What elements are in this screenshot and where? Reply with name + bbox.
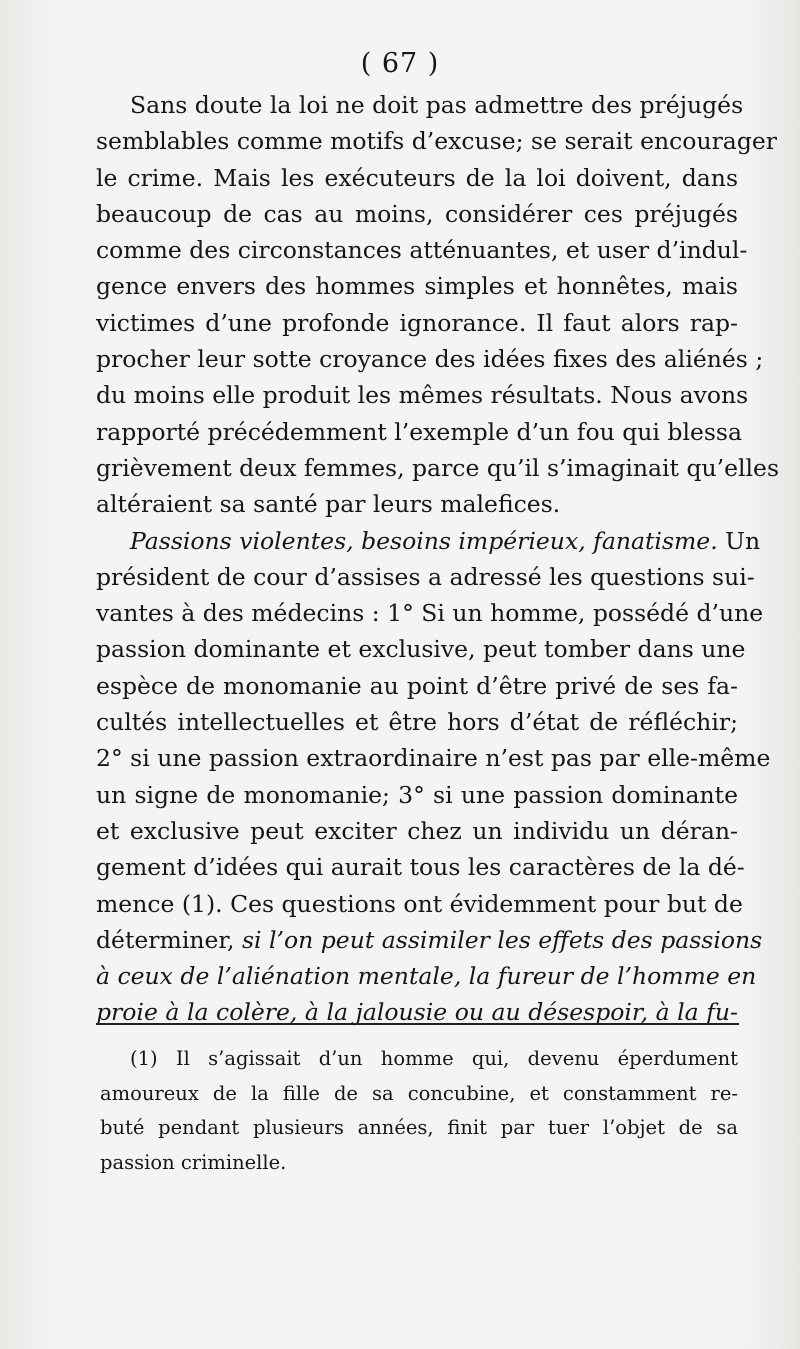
text-line: passion dominante et exclusive, peut tomber dans une (96, 635, 746, 664)
italic-text-line: à ceux de l’aliénation mentale, la fureur de l’homme en (96, 962, 757, 991)
text-line: du moins elle produit les mêmes résultats. Nous avons (96, 381, 749, 410)
footnote-divider (96, 1023, 739, 1025)
text-line: vantes à des médecins : 1° Si un homme, possédé d’une (96, 599, 764, 628)
text-line: et exclusive peut exciter chez un individu un déran- (96, 816, 738, 845)
section-heading-italic: Passions violentes, besoins impérieux, fanatisme. (130, 526, 718, 555)
footnote-line: passion criminelle. (100, 1150, 287, 1174)
text-line: 2° si une passion extraordinaire n’est pas par elle-même (96, 744, 771, 773)
heading-line-continuation: Un (717, 526, 761, 555)
italic-text: si l’on peut assimiler les effets des passions (241, 925, 763, 954)
text-line: procher leur sotte croyance des idées fixes des aliénés ; (96, 345, 764, 374)
text-line: cultés intellectuelles et être hors d’état de réfléchir; (96, 708, 738, 737)
text-line: comme des circonstances atténuantes, et user d’indul- (96, 236, 748, 265)
footnote (100, 1042, 738, 1180)
text-line: gement d’idées qui aurait tous les caractères de la dé- (96, 853, 745, 882)
text-line: altéraient sa santé par leurs malefices. (96, 490, 561, 519)
text-line: gence envers des hommes simples et honnêtes, mais (96, 272, 738, 301)
paragraph-heading-line (96, 523, 761, 559)
text-line: mence (1). Ces questions ont évidemment pour but de (96, 889, 743, 918)
page-number: ( 67 ) (360, 48, 440, 79)
italic-text-line: proie à la colère, à la jalousie ou au désespoir, à la fu- (96, 998, 738, 1027)
text-line: semblables comme motifs d’excuse; se serait encourager (96, 127, 778, 156)
footnote-line: buté pendant plusieurs années, finit par tuer l’objet de sa (100, 1116, 738, 1139)
text-line: président de cour d’assises a adressé les questions sui- (96, 562, 755, 591)
body-text (96, 87, 780, 1031)
mixed-text-line (96, 922, 763, 958)
text-line: Sans doute la loi ne doit pas admettre des préjugés (130, 91, 744, 119)
roman-text: déterminer, (96, 925, 242, 954)
footnote-line: (1) Il s’agissait d’un homme qui, devenu éperdument (130, 1047, 738, 1070)
text-line: victimes d’une profonde ignorance. Il faut alors rap- (96, 308, 738, 337)
text-line: un signe de monomanie; 3° si une passion dominante (96, 780, 738, 809)
footnote-line: amoureux de la fille de sa concubine, et constamment re- (100, 1081, 738, 1105)
text-line: beaucoup de cas au moins, considérer ces préjugés (96, 199, 738, 228)
text-line: rapporté précédemment l’exemple d’un fou qui blessa (96, 417, 742, 446)
text-line: le crime. Mais les exécuteurs de la loi doivent, dans (96, 163, 738, 192)
text-line: grièvement deux femmes, parce qu’il s’imaginait qu’elles (96, 453, 780, 482)
text-line: espèce de monomanie au point d’être privé de ses fa- (96, 671, 738, 700)
